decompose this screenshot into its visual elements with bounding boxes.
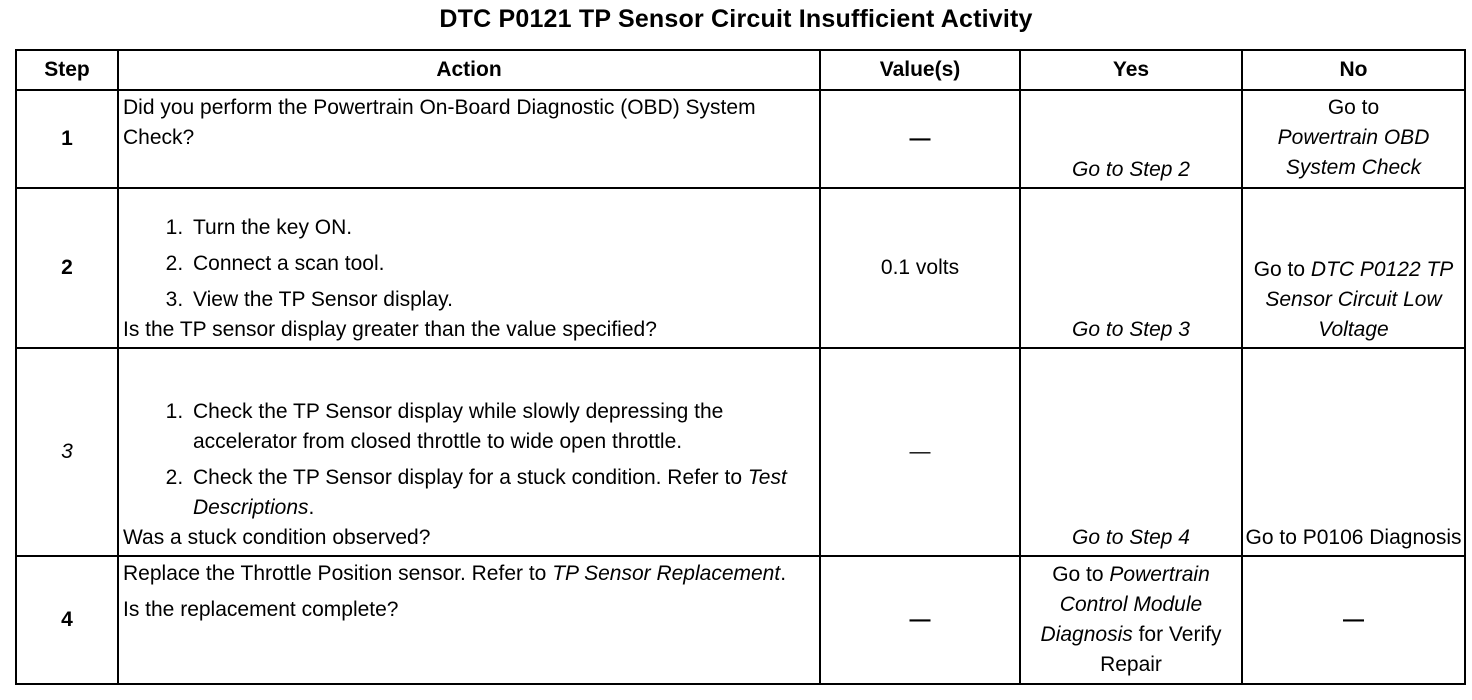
- table-row: [16, 90, 1465, 188]
- tp-sensor-replacement-link[interactable]: TP Sensor Replacement: [552, 562, 781, 585]
- step-number: 1: [16, 90, 118, 188]
- yes-prefix: Go to: [1052, 563, 1104, 586]
- table-row: [16, 188, 1465, 348]
- action-question: Was a stuck condition observed?: [123, 526, 431, 549]
- header-action: Action: [118, 50, 820, 90]
- header-row: [16, 50, 1465, 90]
- action-question: Is the replacement complete?: [123, 598, 399, 621]
- no-link[interactable]: Powertrain OBD System Check: [1277, 126, 1430, 179]
- table-row: [16, 348, 1465, 556]
- step-number: 2: [16, 188, 118, 348]
- action-step: 2. Check the TP Sensor display for a stuck condition. Refer to Test Descriptions.: [189, 463, 815, 523]
- table-row: [16, 556, 1465, 684]
- action-steps: [123, 213, 815, 315]
- header-yes: Yes: [1020, 50, 1242, 90]
- value-cell: —: [820, 348, 1020, 556]
- no-prefix: Go to: [1327, 96, 1380, 119]
- action-cell: [118, 556, 820, 684]
- action-step: 1. Turn the key ON.: [189, 213, 815, 243]
- no-cell: —: [1242, 556, 1465, 684]
- header-no: No: [1242, 50, 1465, 90]
- page-title: DTC P0121 TP Sensor Circuit Insufficient Activity: [439, 5, 1033, 33]
- action-cell: [118, 188, 820, 348]
- action-text: Replace the Throttle Position sensor. Refer to TP Sensor Replacement.: [123, 562, 787, 585]
- action-step: 3. View the TP Sensor display.: [189, 285, 815, 315]
- yes-suffix: for Verify Repair: [1100, 623, 1222, 676]
- action-question: Is the TP sensor display greater than the value specified?: [123, 318, 657, 341]
- header-values: Value(s): [820, 50, 1020, 90]
- no-cell: [1242, 90, 1465, 188]
- step-number: 4: [16, 556, 118, 684]
- action-cell: [118, 348, 820, 556]
- step-number: 3: [16, 348, 118, 556]
- action-cell: [118, 90, 820, 188]
- yes-cell: [1020, 556, 1242, 684]
- yes-link[interactable]: Powertrain Control Module Diagnosis: [1040, 563, 1210, 646]
- test-descriptions-link[interactable]: Test Descriptions: [193, 466, 787, 519]
- action-step: 2. Connect a scan tool.: [189, 249, 815, 279]
- diagnostic-table: [15, 49, 1466, 685]
- yes-link[interactable]: Go to Step 3: [1020, 188, 1242, 348]
- yes-link[interactable]: Go to Step 2: [1020, 90, 1242, 188]
- yes-link[interactable]: Go to Step 4: [1020, 348, 1242, 556]
- action-step: 1. Check the TP Sensor display while slowly depressing the accelerator from closed throttle to wide open throttle.: [189, 397, 815, 457]
- no-prefix: Go to: [1253, 258, 1306, 281]
- action-text: Did you perform the Powertrain On-Board Diagnostic (OBD) System Check?: [123, 96, 756, 149]
- action-text-main: Replace the Throttle Position sensor. Refer to: [123, 562, 547, 585]
- action-step-text: Check the TP Sensor display for a stuck condition. Refer to: [193, 466, 743, 489]
- no-link[interactable]: DTC P0122 TP Sensor Circuit Low Voltage: [1265, 258, 1454, 341]
- value-cell: —: [820, 90, 1020, 188]
- header-step: Step: [16, 50, 118, 90]
- value-cell: —: [820, 556, 1020, 684]
- no-link[interactable]: Go to P0106 Diagnosis: [1242, 348, 1465, 556]
- action-steps: [123, 397, 815, 523]
- no-cell: [1242, 188, 1465, 348]
- value-cell: 0.1 volts: [820, 188, 1020, 348]
